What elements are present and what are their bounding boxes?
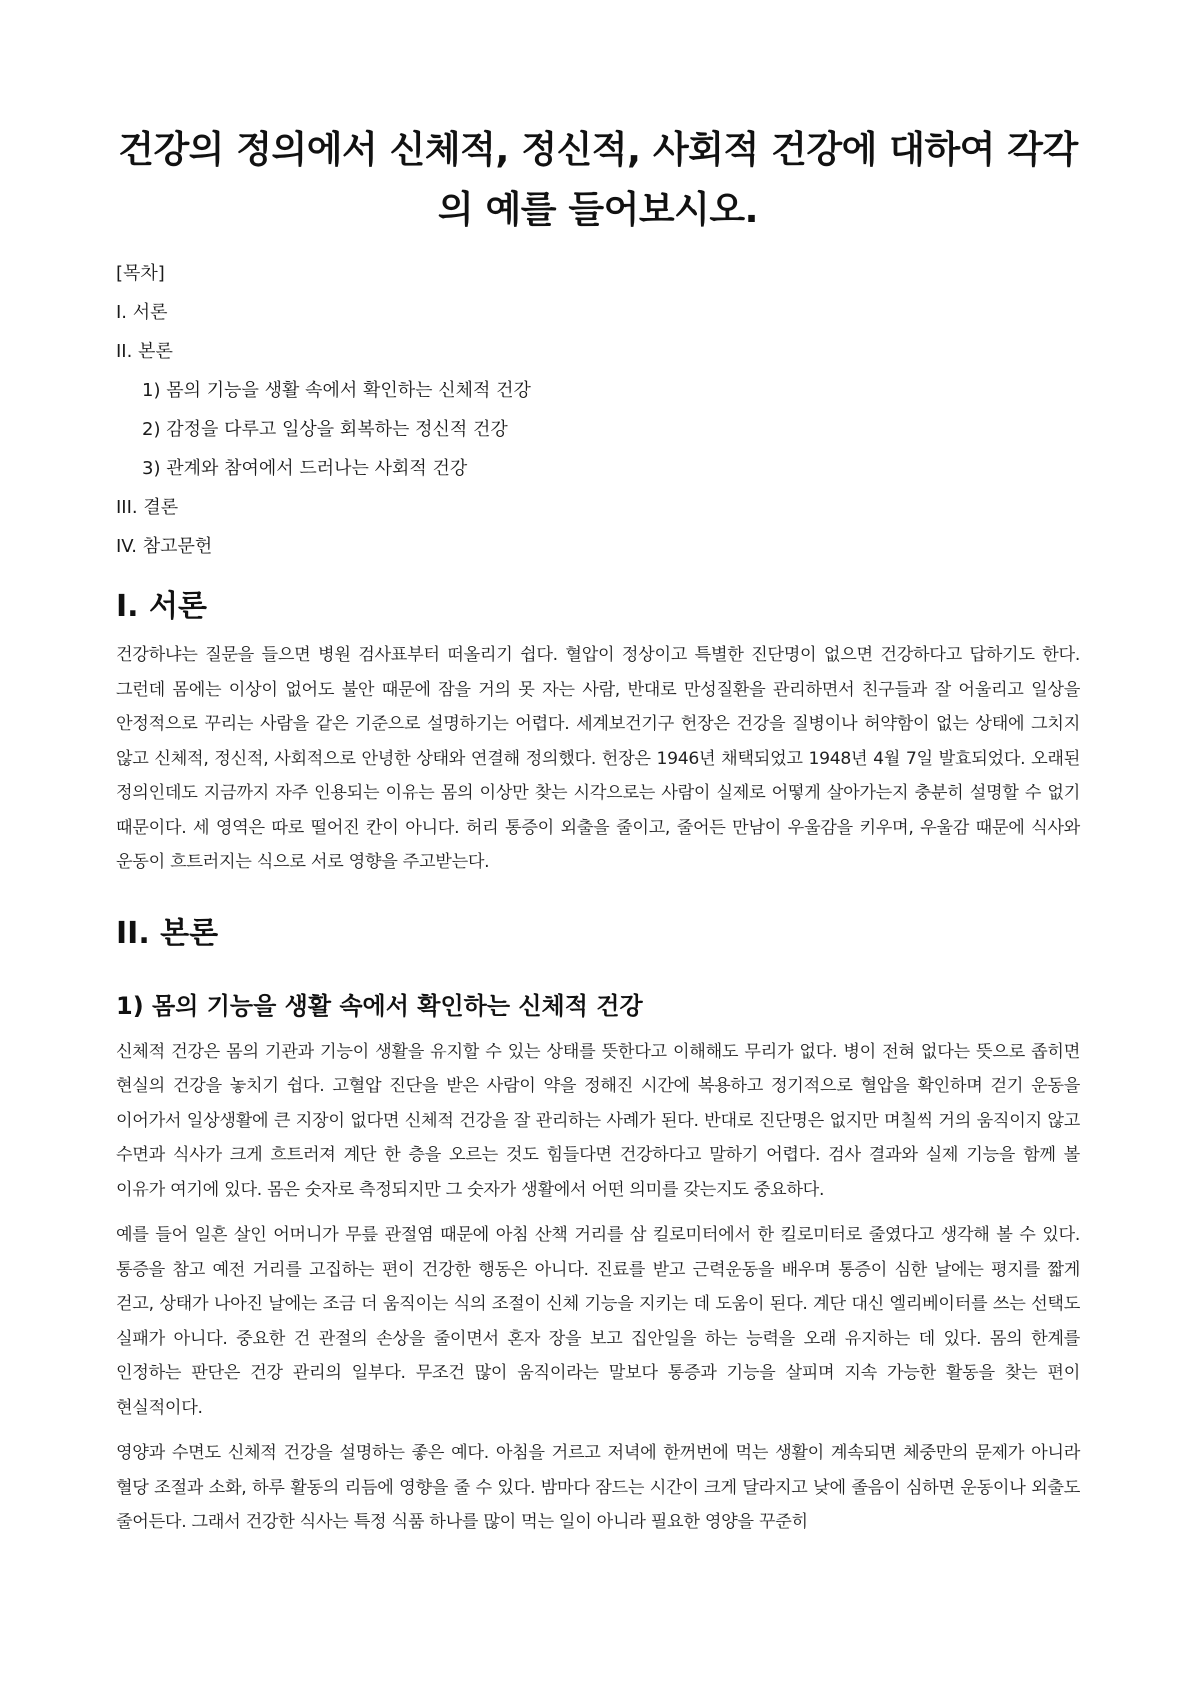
intro-paragraph: 건강하냐는 질문을 들으면 병원 검사표부터 떠올리기 쉽다. 혈압이 정상이고 특별한 진단명이 없으면 건강하다고 답하기도 한다. 그런데 몸에는 이상이 없어도 불안 때문에 잠을 거의 못 자는 사람, 반대로 만성질환을 관리하면서 친구들과 잘 어울리고 일상을 안정적으로 꾸리는 사람을 같은 기준으로 설명하기는 어렵다. 세계보건기구 헌장은 건강을 질병이나 허약함이 없는 상태에 그치지 않고 신체적, 정신적, 사회적으로 안녕한 상태와 연결해 정의했다. 헌장은 1946년 채택되었고 1948년 4월 7일 발효되었다. 오래된 정의인데도 지금까지 자주 인용되는 이유는 몸의 이상만 찾는 시각으로는 사람이 실제로 어떻게 살아가는지 충분히 설명할 수 없기 때문이다. 세 영역은 따로 떨어진 칸이 아니다. 허리 통증이 외출을 줄이고, 줄어든 만남이 우울감을 키우며, 우울감 때문에 식사와 운동이 흐트러지는 식으로 서로 영향을 주고받는다. [116,645,1080,872]
table-of-contents [116,264,1080,576]
body-section [116,914,1080,1540]
toc-item-intro: I. 서론 [116,302,168,323]
intro-heading: I. 서론 [116,589,207,624]
toc-item-physical: 1) 몸의 기능을 생활 속에서 확인하는 신체적 건강 [142,380,531,401]
toc-item-social: 3) 관계와 참여에서 드러나는 사회적 건강 [142,458,468,479]
physical-health-paragraph-2: 예를 들어 일흔 살인 어머니가 무릎 관절염 때문에 아침 산책 거리를 삼 킬로미터에서 한 킬로미터로 줄였다고 생각해 볼 수 있다. 통증을 참고 예전 거리를 고집하는 편이 건강한 행동은 아니다. 진료를 받고 근력운동을 배우며 통증이 심한 날에는 평지를 짧게 걷고, 상태가 나아진 날에는 조금 더 움직이는 식의 조절이 신체 기능을 지키는 데 도움이 된다. 계단 대신 엘리베이터를 쓰는 선택도 실패가 아니다. 중요한 건 관절의 손상을 줄이면서 혼자 장을 보고 집안일을 하는 능력을 오래 유지하는 데 있다. 몸의 한계를 인정하는 판단은 건강 관리의 일부다. 무조건 많이 움직이라는 말보다 통증과 기능을 살피며 지속 가능한 활동을 찾는 편이 현실적이다. [116,1225,1080,1418]
toc-item-conclusion: III. 결론 [116,497,179,518]
physical-health-paragraph-3: 영양과 수면도 신체적 건강을 설명하는 좋은 예다. 아침을 거르고 저녁에 한꺼번에 먹는 생활이 계속되면 체중만의 문제가 아니라 혈당 조절과 소화, 하루 활동의 리듬에 영향을 줄 수 있다. 밤마다 잠드는 시간이 크게 달라지고 낮에 졸음이 심하면 운동이나 외출도 줄어든다. 그래서 건강한 식사는 특정 식품 하나를 많이 먹는 일이 아니라 필요한 영양을 꾸준히 [116,1443,1080,1532]
document-title: 건강의 정의에서 신체적, 정신적, 사회적 건강에 대하여 각각의 예를 들어보시오. [118,128,1078,231]
toc-item-mental: 2) 감정을 다루고 일상을 회복하는 정신적 건강 [142,419,508,440]
physical-health-paragraph-1: 신체적 건강은 몸의 기관과 기능이 생활을 유지할 수 있는 상태를 뜻한다고 이해해도 무리가 없다. 병이 전혀 없다는 뜻으로 좁히면 현실의 건강을 놓치기 쉽다. 고혈압 진단을 받은 사람이 약을 정해진 시간에 복용하고 정기적으로 혈압을 확인하며 걷기 운동을 이어가서 일상생활에 큰 지장이 없다면 신체적 건강을 잘 관리하는 사례가 된다. 반대로 진단명은 없지만 며칠씩 거의 움직이지 않고 수면과 식사가 크게 흐트러져 계단 한 층을 오르는 것도 힘들다면 건강하다고 말하기 어렵다. 검사 결과와 실제 기능을 함께 볼 이유가 여기에 있다. 몸은 숫자로 측정되지만 그 숫자가 생활에서 어떤 의미를 갖는지도 중요하다. [116,1041,1080,1200]
toc-item-references: IV. 참고문헌 [116,536,213,557]
body-heading: II. 본론 [116,915,219,951]
toc-heading: [목차] [116,263,165,284]
physical-health-heading: 1) 몸의 기능을 생활 속에서 확인하는 신체적 건강 [116,991,643,1020]
intro-section [116,587,1080,880]
toc-item-body: II. 본론 [116,341,173,362]
